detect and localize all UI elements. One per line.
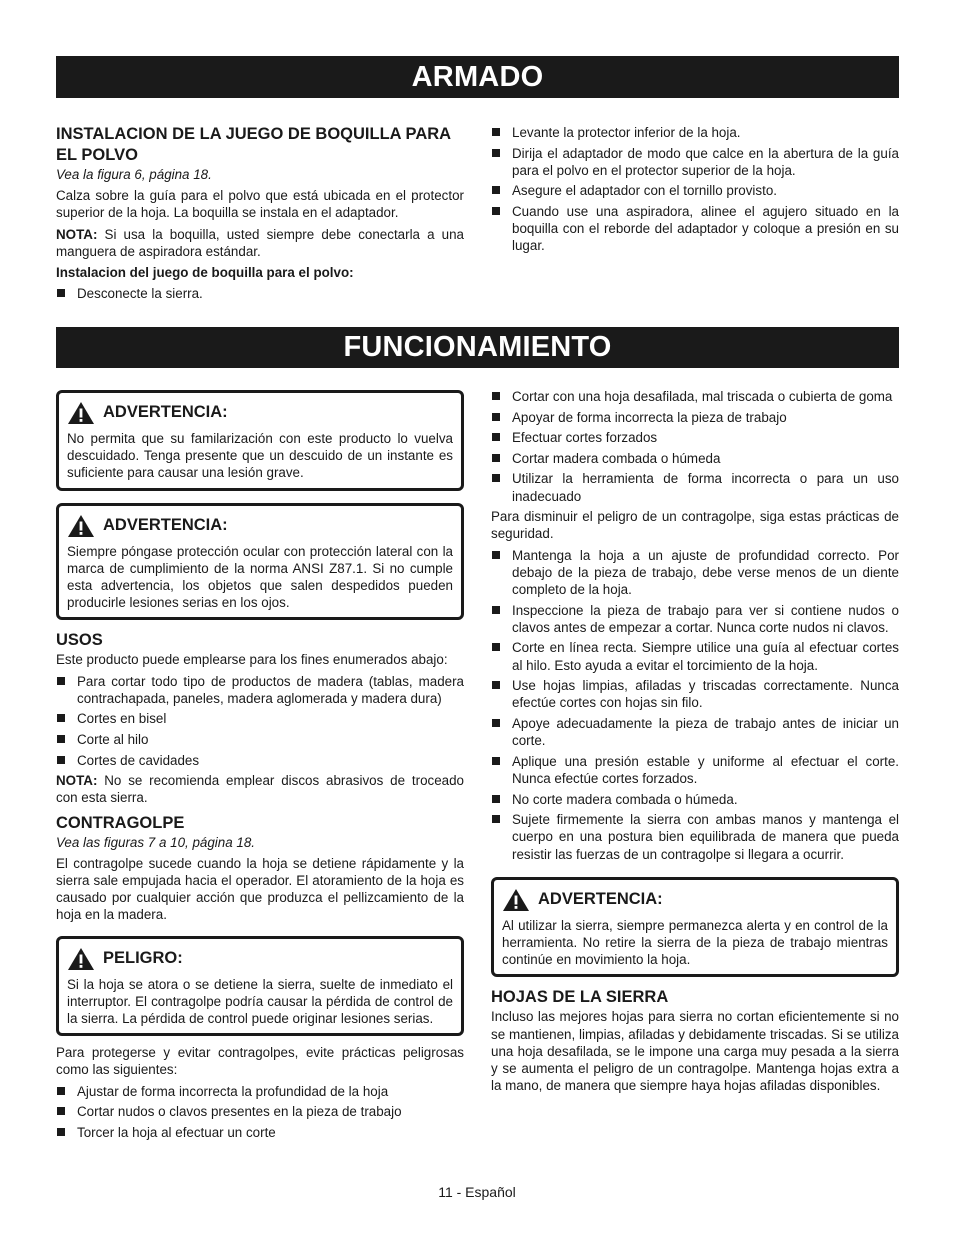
contragolpe-figure-ref: Vea las figuras 7 a 10, página 18. — [56, 834, 256, 850]
usos-intro: Este producto puede emplearse para los fines enumerados abajo: — [56, 652, 448, 668]
armado-left-list — [56, 285, 464, 302]
list-item: Apoyar de forma incorrecta la pieza de trabajo — [491, 409, 899, 426]
list-item: Efectuar cortes forzados — [491, 429, 899, 446]
warning-triangle-icon — [67, 401, 95, 425]
list-item: Utilizar la herramienta de forma incorrecta o para un uso inadecuado — [491, 470, 899, 504]
funcionamiento-left-column — [56, 390, 464, 1144]
list-item: Sujete firmemente la sierra con ambas manos y mantenga el cuerpo en una postura bien equilibrada de manera que pueda resistir las fuerzas de un contragolpe si llegara a ocurrir. — [491, 811, 899, 863]
list-item: Use hojas limpias, afiladas y triscadas correctamente. Nunca efectúe cortes con hojas sin filo. — [491, 677, 899, 711]
note-text: Si usa la boquilla, usted siempre debe conectarla a una manguera de aspiradora estándar. — [56, 226, 464, 259]
contragolpe-avoid-intro: Para protegerse y evitar contragolpes, evite prácticas peligrosas como las siguientes: — [56, 1045, 464, 1078]
list-item: Dirija el adaptador de modo que calce en la abertura de la guía para el polvo en el protector superior de la hoja. — [491, 145, 899, 179]
warning-text: Al utilizar la sierra, siempre permanezca alerta y en control de la herramienta. No retire la sierra de la pieza de trabajo mientras continúe en movimiento la hoja. — [502, 917, 888, 968]
list-item: Asegure el adaptador con el tornillo provisto. — [491, 182, 899, 199]
boquilla-heading: INSTALACION DE LA JUEGO DE BOQUILLA PARA EL POLVO — [56, 125, 451, 164]
danger-label: PELIGRO: — [103, 949, 183, 968]
hojas-heading: HOJAS DE LA SIERRA — [491, 988, 669, 1007]
note-label: NOTA: — [56, 226, 98, 242]
list-item: Cortar madera combada o húmeda — [491, 450, 899, 467]
list-item: Cortar con una hoja desafilada, mal triscada o cubierta de goma — [491, 388, 899, 405]
list-item: Ajustar de forma incorrecta la profundidad de la hoja — [56, 1083, 464, 1100]
warning-box-eye-protection — [56, 503, 464, 621]
warning-label: ADVERTENCIA: — [103, 403, 228, 422]
armado-left-column — [56, 124, 464, 306]
usos-heading: USOS — [56, 631, 103, 650]
boquilla-note — [56, 226, 464, 260]
warning-label: ADVERTENCIA: — [103, 516, 228, 534]
list-item: Aplique una presión estable y uniforme al efectuar el corte. Nunca efectúe cortes forzados. — [491, 753, 899, 787]
danger-box — [56, 936, 464, 1037]
warning-text: Siempre póngase protección ocular con protección lateral con la marca de cumplimiento de la norma ANSI Z87.1. Si no cumple esta advertencia, los objetos que salen despedidos pueden producirle lesiones serias en los ojos. — [67, 543, 453, 611]
armado-right-column — [491, 124, 899, 258]
safety-intro: Para disminuir el peligro de un contragolpe, siga estas prácticas de seguridad. — [491, 509, 899, 542]
contragolpe-left-list — [56, 1083, 464, 1141]
funcionamiento-title: FUNCIONAMIENTO — [343, 331, 612, 363]
danger-triangle-icon — [67, 947, 95, 971]
armado-title: ARMADO — [411, 61, 544, 93]
boquilla-subheading: Instalacion del juego de boquilla para el polvo: — [56, 265, 354, 281]
armado-banner — [56, 56, 899, 98]
note-text: No se recomienda emplear discos abrasivos de troceado con esta sierra. — [56, 773, 464, 806]
boquilla-paragraph: Calza sobre la guía para el polvo que está ubicada en el protector superior de la hoja. La boquilla se instala en el adaptador. — [56, 188, 464, 221]
hojas-paragraph: Incluso las mejores hojas para sierra no cortan eficientemente si no se mantienen, limpias, afiladas y debidamente triscadas. Si se utiliza una hoja desafilada, se le impone una carga muy pesada a la sierra y se aumenta el peligro de un contragolpe. Mantenga hojas extra a la mano, de manera que siempre haya hojas afiladas disponibles. — [491, 1009, 899, 1094]
contragolpe-heading: CONTRAGOLPE — [56, 813, 185, 832]
list-item: No corte madera combada o húmeda. — [491, 791, 899, 808]
list-item: Desconecte la sierra. — [56, 285, 464, 302]
note-label: NOTA: — [56, 773, 98, 789]
list-item: Para cortar todo tipo de productos de madera (tablas, madera contrachapada, paneles, madera aglomerada y madera dura) — [56, 673, 464, 707]
list-item: Apoye adecuadamente la pieza de trabajo antes de iniciar un corte. — [491, 715, 899, 749]
warning-triangle-icon — [502, 888, 530, 912]
usos-note — [56, 772, 464, 806]
usos-list — [56, 673, 464, 769]
armado-right-list — [491, 124, 899, 255]
list-item: Corte al hilo — [56, 731, 464, 748]
boquilla-figure-ref: Vea la figura 6, página 18. — [56, 167, 212, 182]
list-item: Cuando use una aspiradora, alinee el agujero situado en la boquilla con el reborde del adaptador y coloque a presión en su lugar. — [491, 203, 899, 255]
list-item: Cortes de cavidades — [56, 752, 464, 769]
page-footer: 11 - Español — [438, 1184, 516, 1200]
list-item: Cortar nudos o clavos presentes en la pieza de trabajo — [56, 1103, 464, 1120]
contragolpe-right-list — [491, 388, 899, 505]
warning-box-alert — [491, 877, 899, 978]
funcionamiento-right-column — [491, 388, 899, 1098]
safety-list — [491, 547, 899, 863]
warning-label: ADVERTENCIA: — [538, 890, 663, 909]
warning-box-familiarization — [56, 390, 464, 491]
list-item: Torcer la hoja al efectuar un corte — [56, 1124, 464, 1141]
funcionamiento-banner — [56, 327, 899, 368]
list-item: Levante la protector inferior de la hoja. — [491, 124, 899, 141]
contragolpe-paragraph: El contragolpe sucede cuando la hoja se detiene rápidamente y la sierra sale empujada hacia el operador. El atoramiento de la hoja es causado por cualquier acción que produzca el pellizcamiento de la hoja en la madera. — [56, 855, 464, 923]
danger-text: Si la hoja se atora o se detiene la sierra, suelte de inmediato el interruptor. El contragolpe podría causar la pérdida de control de la sierra. La pérdida de control puede originar lesiones serias. — [67, 976, 453, 1027]
list-item: Inspeccione la pieza de trabajo para ver si contiene nudos o clavos antes de empezar a cortar. Nunca corte nudos ni clavos. — [491, 602, 899, 636]
warning-triangle-icon — [67, 514, 95, 538]
warning-text: No permita que su familarización con este producto lo vuelva descuidado. Tenga presente que un descuido de un instante es suficiente para causar una lesión grave. — [67, 431, 453, 481]
list-item: Mantenga la hoja a un ajuste de profundidad correcto. Por debajo de la pieza de trabajo, debe verse menos de un diente completo de la hoja. — [491, 547, 899, 599]
list-item: Corte en línea recta. Siempre utilice una guía al efectuar cortes al hilo. Esto ayuda a evitar el torcimiento de la hoja. — [491, 639, 899, 673]
list-item: Cortes en bisel — [56, 710, 464, 727]
